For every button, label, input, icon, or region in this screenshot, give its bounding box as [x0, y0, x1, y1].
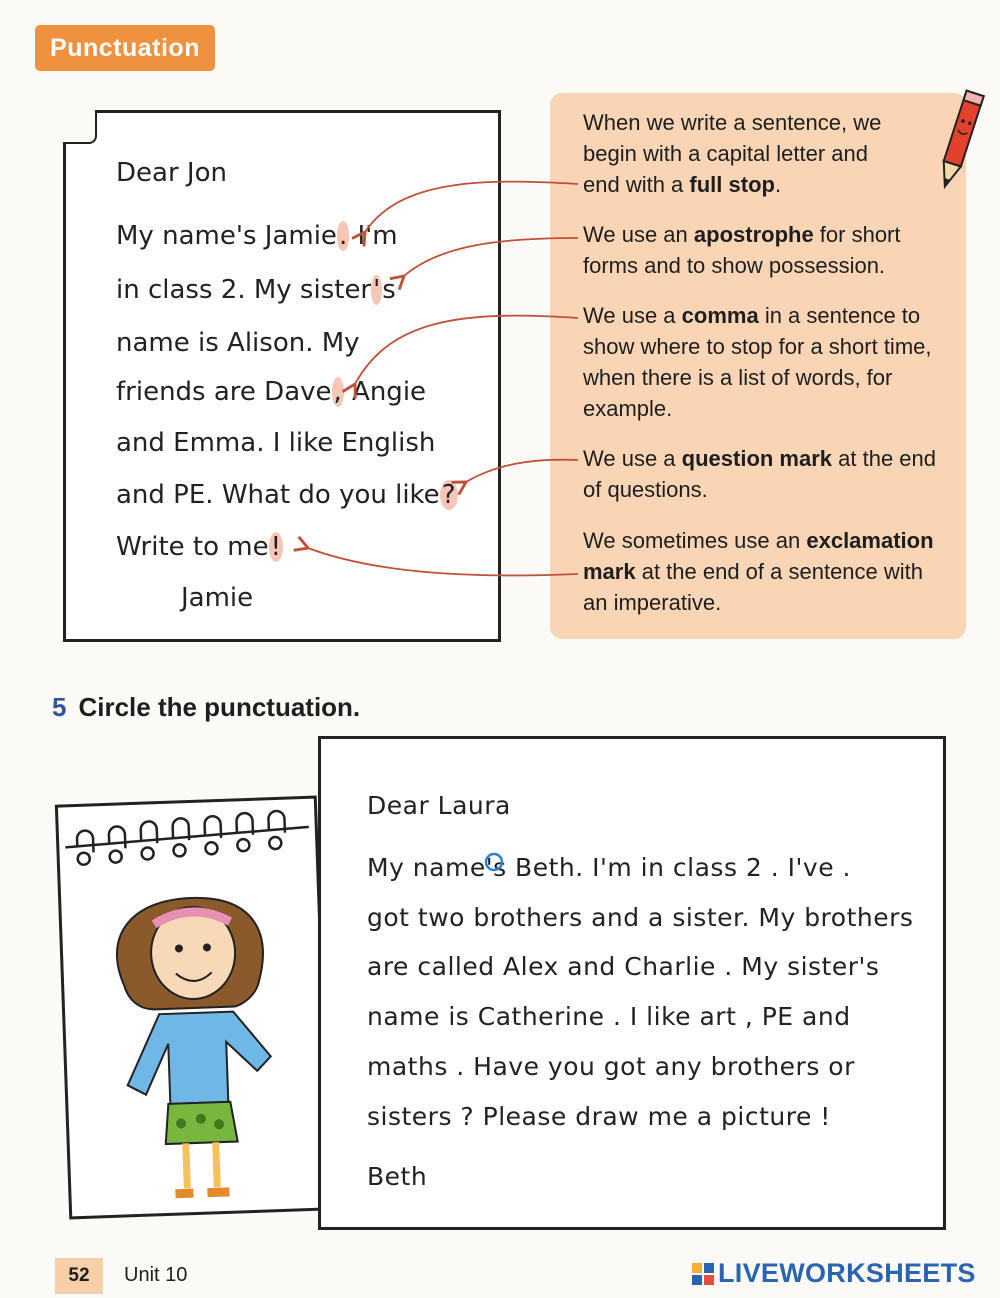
- brand-text: LIVEWORKSHEETS: [718, 1258, 976, 1288]
- letter-line: and Emma. I like English: [116, 428, 436, 458]
- rule-exclamation-mark: We sometimes use an exclamation mark at the end of a sentence with an imperative.: [583, 528, 934, 615]
- letter-line: Write to me!: [116, 532, 282, 562]
- letter-line: Dear Laura: [367, 791, 511, 820]
- brand-logo: [692, 1258, 976, 1289]
- arrow-question-mark: [466, 460, 578, 482]
- letter-line[interactable]: are called Alex and Charlie . My sister's: [367, 952, 880, 981]
- highlight-apostrophe: ': [373, 275, 381, 305]
- letter-signature: Beth: [367, 1162, 428, 1191]
- letter-line: Dear Jon: [116, 158, 227, 188]
- exercise-instruction: 5 Circle the punctuation.: [52, 692, 361, 722]
- highlight-comma: ,: [333, 377, 342, 407]
- answer-circle-marker[interactable]: [483, 851, 505, 873]
- arrow-full-stop: [365, 182, 578, 232]
- section-title-badge: Punctuation: [35, 25, 215, 71]
- letter-line[interactable]: maths . Have you got any brothers or: [367, 1052, 855, 1081]
- notepad-illustration: [55, 796, 331, 1220]
- letter-line: friends are Dave, Angie: [116, 377, 427, 407]
- brand-grid-icon: [692, 1263, 714, 1285]
- arrow-apostrophe: [404, 238, 578, 276]
- letter-line: My name's Jamie. I'm: [116, 221, 398, 251]
- arrow-exclamation-mark: [308, 548, 578, 575]
- highlight-exclamation-mark: !: [270, 532, 282, 562]
- unit-label: Unit 10: [124, 1264, 188, 1286]
- letter-line[interactable]: got two brothers and a sister. My brothers: [367, 903, 914, 932]
- page-number: 52: [55, 1258, 103, 1294]
- girl-illustration: [58, 799, 328, 1217]
- letter-line: name is Alison. My: [116, 328, 360, 358]
- letter-line[interactable]: name is Catherine . I like art , PE and: [367, 1002, 851, 1031]
- arrow-comma: [355, 316, 578, 384]
- highlight-question-mark: ?: [441, 480, 456, 510]
- exercise-letter: [318, 736, 946, 1230]
- rule-full-stop: When we write a sentence, we begin with a capital letter and end with a full stop.: [583, 110, 882, 197]
- rule-apostrophe: We use an apostrophe for short forms and to show possession.: [583, 222, 901, 278]
- highlight-full-stop: .: [338, 221, 348, 251]
- letter-line[interactable]: My name's Beth. I'm in class 2 . I've .: [367, 853, 851, 882]
- letter-line: in class 2. My sister's: [116, 275, 396, 305]
- rule-question-mark: We use a question mark at the end of questions.: [583, 446, 937, 502]
- letter-line: and PE. What do you like?: [116, 480, 456, 510]
- letter-line[interactable]: sisters ? Please draw me a picture !: [367, 1102, 831, 1131]
- rule-comma: We use a comma in a sentence to show where to stop for a short time, when there is a list of words, for example.: [583, 303, 932, 421]
- letter-signature: Jamie: [181, 583, 254, 613]
